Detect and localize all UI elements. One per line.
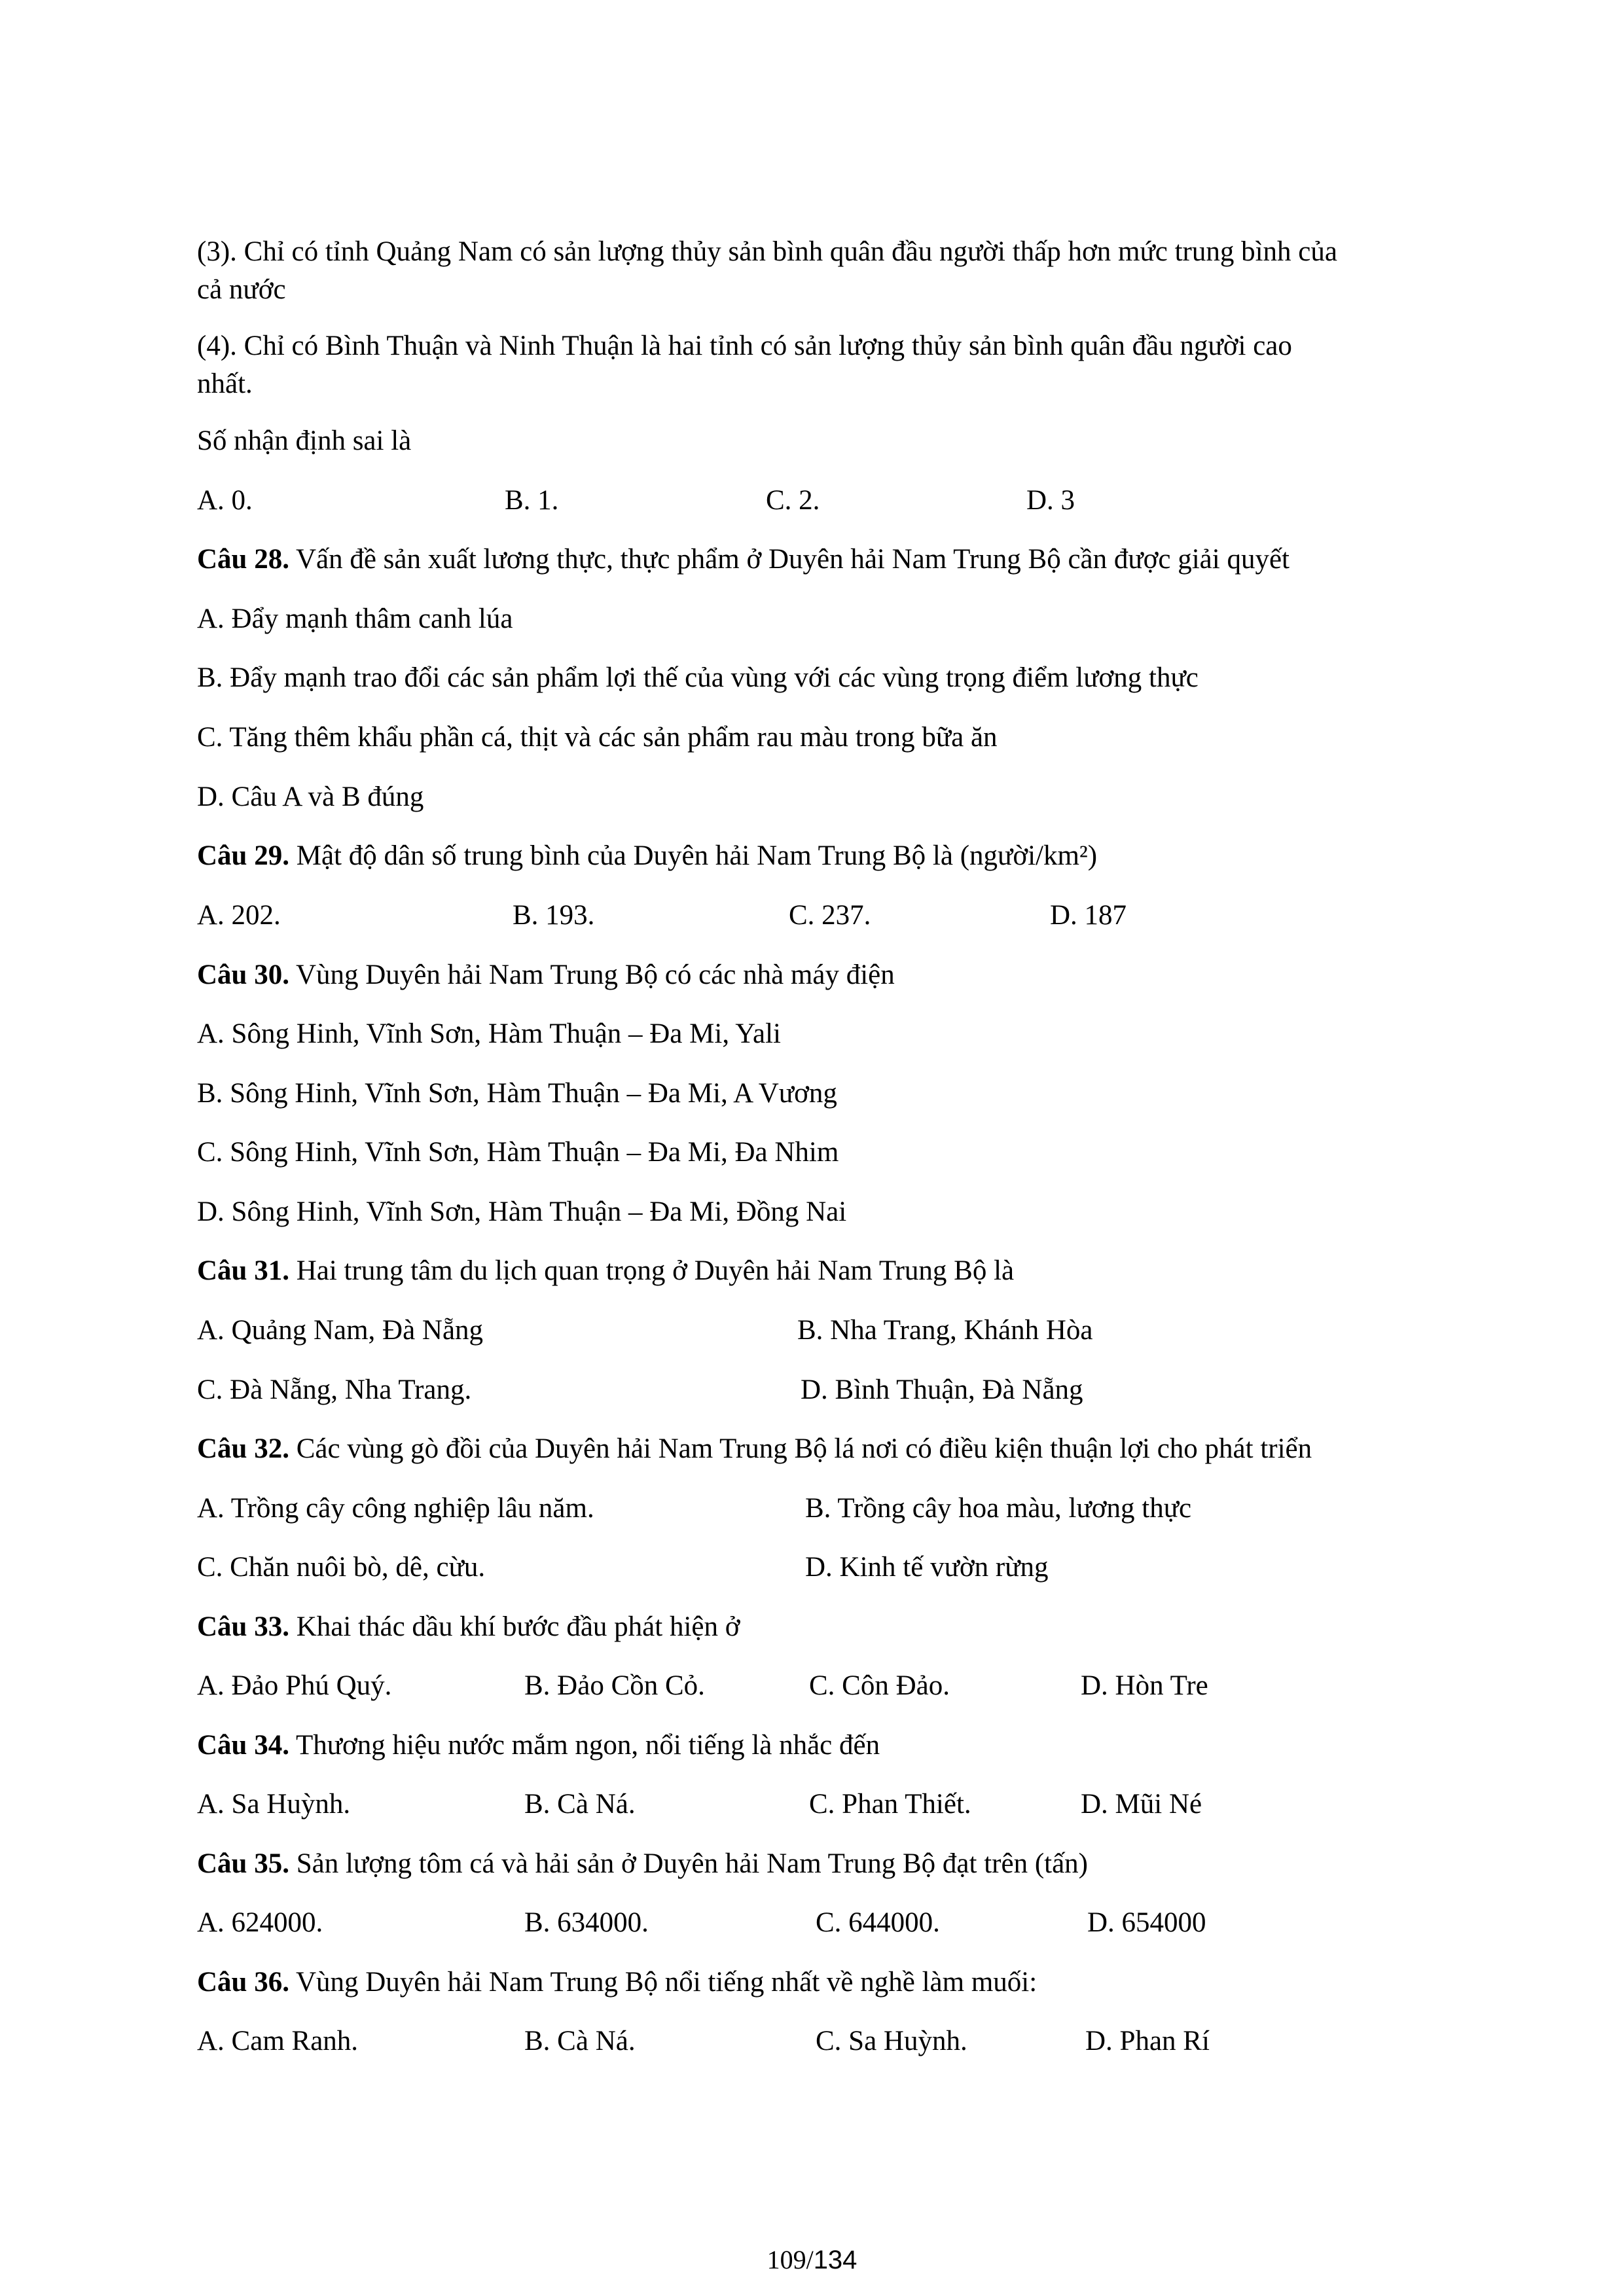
- option-b: B. 1.: [505, 485, 559, 516]
- option-c: C. 2.: [766, 485, 820, 516]
- option-d: D. Kinh tế vườn rừng: [805, 1552, 1049, 1583]
- page-total: 134: [813, 2246, 857, 2274]
- option-b: B. Nha Trang, Khánh Hòa: [797, 1315, 1093, 1346]
- question-number: Câu 34.: [197, 1730, 289, 1761]
- statement-4-line-2: nhất.: [197, 368, 253, 399]
- option-a: A. 624000.: [197, 1907, 323, 1938]
- question-number: Câu 36.: [197, 1967, 289, 1998]
- option-b: B. Cà Ná.: [524, 2026, 636, 2056]
- option-d: D. Hòn Tre: [1081, 1670, 1208, 1701]
- q30-option-c: C. Sông Hinh, Vĩnh Sơn, Hàm Thuận – Đa Mi, Đa Nhim: [197, 1137, 839, 1168]
- question-29: [197, 837, 1441, 875]
- q30-option-d: D. Sông Hinh, Vĩnh Sơn, Hàm Thuận – Đa Mi, Đồng Nai: [197, 1196, 847, 1227]
- statement-3-line-2: cả nước: [197, 274, 286, 305]
- option-d: D. 187: [1050, 900, 1127, 931]
- option-c: C. 237.: [789, 900, 871, 931]
- question-text: Hai trung tâm du lịch quan trọng ở Duyên hải Nam Trung Bộ là: [289, 1255, 1015, 1286]
- q28-option-b: B. Đẩy mạnh trao đổi các sản phẩm lợi thế của vùng với các vùng trọng điểm lương thực: [197, 662, 1199, 693]
- question-number: Câu 31.: [197, 1255, 289, 1286]
- question-number: Câu 30.: [197, 960, 289, 990]
- question-30: [197, 956, 1441, 994]
- question-text: Vùng Duyên hải Nam Trung Bộ có các nhà máy điện: [289, 960, 895, 990]
- option-c: C. Phan Thiết.: [809, 1789, 971, 1820]
- option-a: A. Sa Huỳnh.: [197, 1789, 351, 1820]
- statement-prompt: Số nhận định sai là: [197, 425, 412, 456]
- question-number: Câu 28.: [197, 544, 289, 575]
- question-number: Câu 32.: [197, 1433, 289, 1464]
- option-d: D. Mũi Né: [1081, 1789, 1202, 1820]
- option-b: B. Đảo Cồn Cỏ.: [524, 1670, 705, 1701]
- question-number: Câu 29.: [197, 840, 289, 871]
- option-b: B. Trồng cây hoa màu, lương thực: [805, 1493, 1192, 1524]
- option-a: A. Quảng Nam, Đà Nẵng: [197, 1315, 484, 1346]
- option-d: D. Phan Rí: [1085, 2026, 1210, 2056]
- question-35: [197, 1845, 1441, 1883]
- option-c: C. Đà Nẵng, Nha Trang.: [197, 1374, 472, 1405]
- q28-option-a: A. Đẩy mạnh thâm canh lúa: [197, 603, 513, 634]
- question-text: Các vùng gò đồi của Duyên hải Nam Trung Bộ lá nơi có điều kiện thuận lợi cho phát triển: [289, 1433, 1312, 1464]
- option-c: C. Chăn nuôi bò, dê, cừu.: [197, 1552, 486, 1583]
- question-36: [197, 1964, 1441, 2001]
- option-d: D. 3: [1026, 485, 1075, 516]
- question-text: Vùng Duyên hải Nam Trung Bộ nổi tiếng nhất về nghề làm muối:: [289, 1967, 1038, 1998]
- question-33: [197, 1608, 1441, 1646]
- option-d: D. 654000: [1087, 1907, 1206, 1938]
- option-b: B. 193.: [513, 900, 595, 931]
- question-34: [197, 1727, 1441, 1765]
- question-number: Câu 35.: [197, 1848, 289, 1879]
- option-a: A. 0.: [197, 485, 253, 516]
- question-32: [197, 1430, 1441, 1468]
- statement-3-line-1: (3). Chỉ có tỉnh Quảng Nam có sản lượng thủy sản bình quân đầu người thấp hơn mức trung bình của: [197, 236, 1337, 267]
- option-c: C. 644000.: [816, 1907, 940, 1938]
- question-text: Khai thác dầu khí bước đầu phát hiện ở: [289, 1611, 740, 1642]
- q30-option-b: B. Sông Hinh, Vĩnh Sơn, Hàm Thuận – Đa Mi, A Vương: [197, 1078, 837, 1109]
- q28-option-d: D. Câu A và B đúng: [197, 781, 424, 812]
- option-c: C. Sa Huỳnh.: [816, 2026, 967, 2056]
- option-a: A. Trồng cây công nghiệp lâu năm.: [197, 1493, 594, 1524]
- q30-option-a: A. Sông Hinh, Vĩnh Sơn, Hàm Thuận – Đa Mi, Yali: [197, 1018, 781, 1049]
- question-text: Sản lượng tôm cá và hải sản ở Duyên hải Nam Trung Bộ đạt trên (tấn): [289, 1848, 1088, 1879]
- question-text: Mật độ dân số trung bình của Duyên hải Nam Trung Bộ là (người/km²): [289, 840, 1098, 871]
- question-28: [197, 541, 1441, 579]
- question-31: [197, 1252, 1441, 1290]
- option-c: C. Côn Đảo.: [809, 1670, 950, 1701]
- question-text: Vấn đề sản xuất lương thực, thực phẩm ở Duyên hải Nam Trung Bộ cần được giải quyết: [289, 544, 1290, 575]
- option-a: A. 202.: [197, 900, 281, 931]
- statement-4-line-1: (4). Chỉ có Bình Thuận và Ninh Thuận là hai tỉnh có sản lượng thủy sản bình quân đầu người cao: [197, 331, 1292, 361]
- question-number: Câu 33.: [197, 1611, 289, 1642]
- option-a: A. Đảo Phú Quý.: [197, 1670, 392, 1701]
- page-number: [0, 2244, 1624, 2276]
- option-b: B. Cà Ná.: [524, 1789, 636, 1820]
- q28-option-c: C. Tăng thêm khẩu phần cá, thịt và các sản phẩm rau màu trong bữa ăn: [197, 722, 998, 753]
- option-b: B. 634000.: [524, 1907, 649, 1938]
- option-a: A. Cam Ranh.: [197, 2026, 359, 2056]
- option-d: D. Bình Thuận, Đà Nẵng: [801, 1374, 1083, 1405]
- page-current: 109/: [767, 2245, 814, 2274]
- question-text: Thương hiệu nước mắm ngon, nổi tiếng là nhắc đến: [289, 1730, 880, 1761]
